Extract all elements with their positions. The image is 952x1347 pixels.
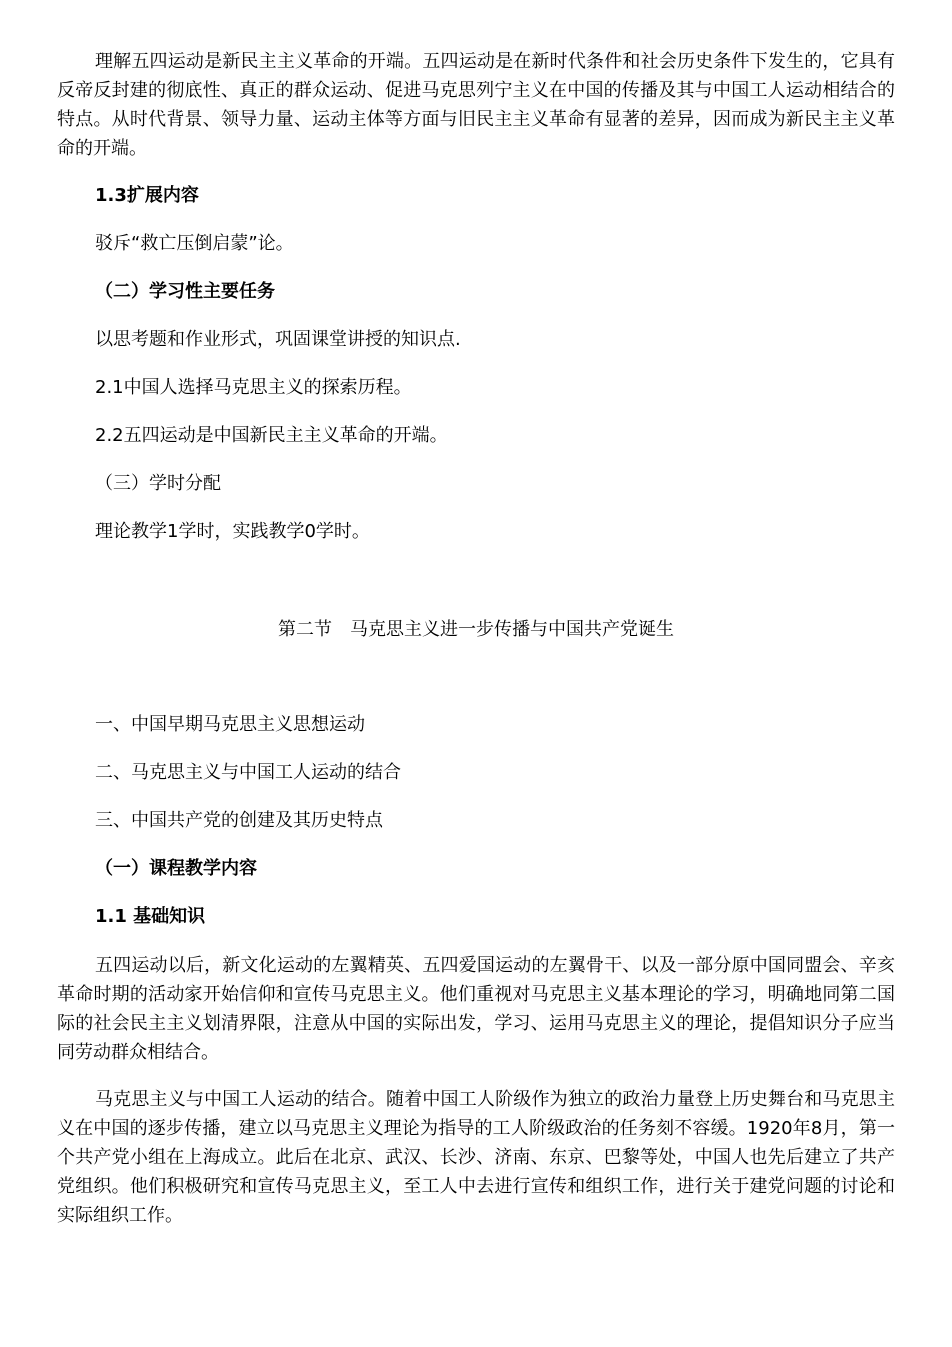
paragraph-task-2-1: 2.1中国人选择马克思主义的探索历程。 — [95, 377, 412, 398]
outline-item-3: 三、中国共产党的创建及其历史特点 — [95, 810, 383, 831]
heading-course-content: （一）课程教学内容 — [95, 858, 257, 879]
heading-1-1-basic-knowledge: 1.1 基础知识 — [95, 906, 206, 927]
paragraph-workers-movement: 马克思主义与中国工人运动的结合。随着中国工人阶级作为独立的政治力量登上历史舞台和马克思主义在中国的逐步传播，建立以马克思主义理论为指导的工人阶级政治的任务刻不容缓。1920年8月，第一个共产党小组在上海成立。此后在北京、武汉、长沙、济南、东京、巴黎等处，中国人也先后建立了共产党组织。他们积极研究和宣传马克思主义，至工人中去进行宣传和组织工作，进行关于建党问题的讨论和实际组织工作。 — [57, 1089, 895, 1226]
paragraph-assignment-form: 以思考题和作业形式，巩固课堂讲授的知识点. — [95, 329, 461, 350]
heading-1-3-extended-content: 1.3扩展内容 — [95, 185, 199, 206]
paragraph-may-fourth-significance: 理解五四运动是新民主主义革命的开端。五四运动是在新时代条件和社会历史条件下发生的，它具有反帝反封建的彻底性、真正的群众运动、促进马克思列宁主义在中国的传播及其与中国工人运动相结合的特点。从时代背景、领导力量、运动主体等方面与旧民主主义革命有显著的差异，因而成为新民主主义革命的开端。 — [57, 51, 895, 159]
outline-item-2: 二、马克思主义与中国工人运动的结合 — [95, 762, 401, 783]
outline-item-1: 一、中国早期马克思主义思想运动 — [95, 714, 365, 735]
heading-learning-tasks: （二）学习性主要任务 — [95, 281, 275, 302]
paragraph-early-marxists: 五四运动以后，新文化运动的左翼精英、五四爱国运动的左翼骨干、以及一部分原中国同盟会、辛亥革命时期的活动家开始信仰和宣传马克思主义。他们重视对马克思主义基本理论的学习，明确地同第二国际的社会民主主义划清界限，注意从中国的实际出发，学习、运用马克思主义的理论，提倡知识分子应当同劳动群众相结合。 — [57, 955, 895, 1063]
section-title: 第二节 马克思主义进一步传播与中国共产党诞生 — [278, 619, 674, 640]
paragraph-refute-argument: 驳斥“救亡压倒启蒙”论。 — [95, 233, 294, 254]
paragraph-hours: 理论教学1学时，实践教学0学时。 — [95, 521, 370, 542]
paragraph-task-2-2: 2.2五四运动是中国新民主主义革命的开端。 — [95, 425, 448, 446]
heading-hour-allocation: （三）学时分配 — [95, 473, 221, 494]
